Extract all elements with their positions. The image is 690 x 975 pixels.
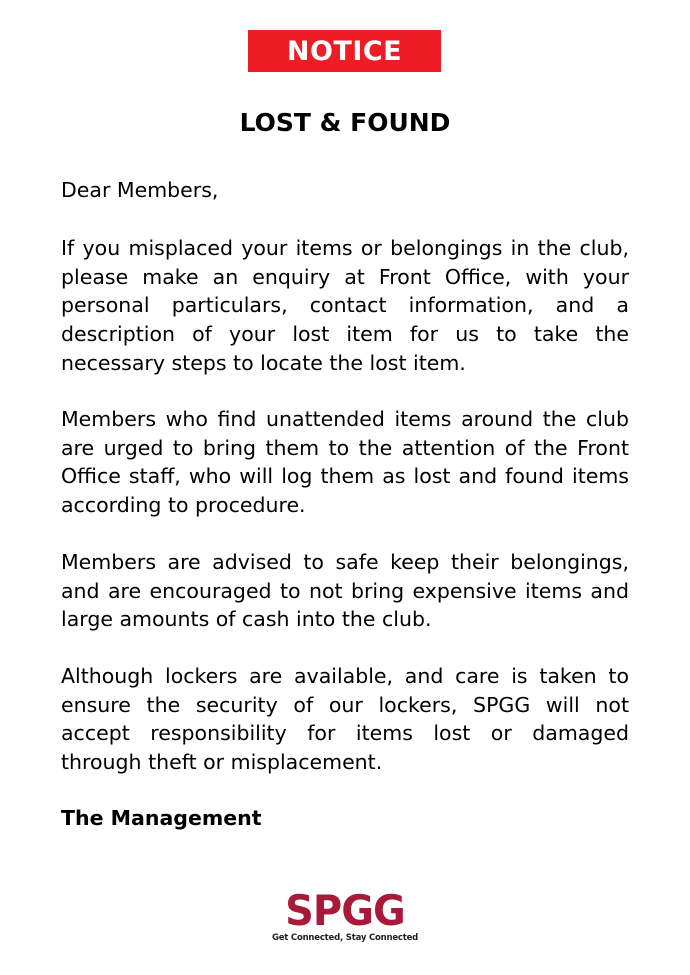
spgg-logo [0, 886, 690, 944]
notice-label: NOTICE [286, 35, 403, 67]
logo-wordmark: SPGG [285, 886, 405, 935]
logo-tagline: Get Connected, Stay Connected [271, 933, 419, 943]
page-title: LOST & FOUND [239, 108, 451, 137]
paragraph-safekeeping: Members are advised to safe keep their belongings, and are encouraged to not bring expensive items and large amounts of cash into the club. [61, 550, 629, 632]
signoff: The Management [61, 806, 262, 830]
paragraph-lockers: Although lockers are available, and care is taken to ensure the security of our lockers, SPGG will not accept responsibility for items lost or damaged through theft or misplacement. [61, 664, 629, 775]
notice-badge [248, 30, 441, 72]
paragraph-enquiry: If you misplaced your items or belongings in the club, please make an enquiry at Front Office, with your personal particulars, contact information, and a description of your lost item for us to take the necessary steps to locate the lost item. [61, 236, 629, 375]
paragraph-found-items: Members who find unattended items around the club are urged to bring them to the attention of the Front Office staff, who will log them as lost and found items according to procedure. [61, 407, 629, 518]
salutation: Dear Members, [61, 178, 219, 202]
